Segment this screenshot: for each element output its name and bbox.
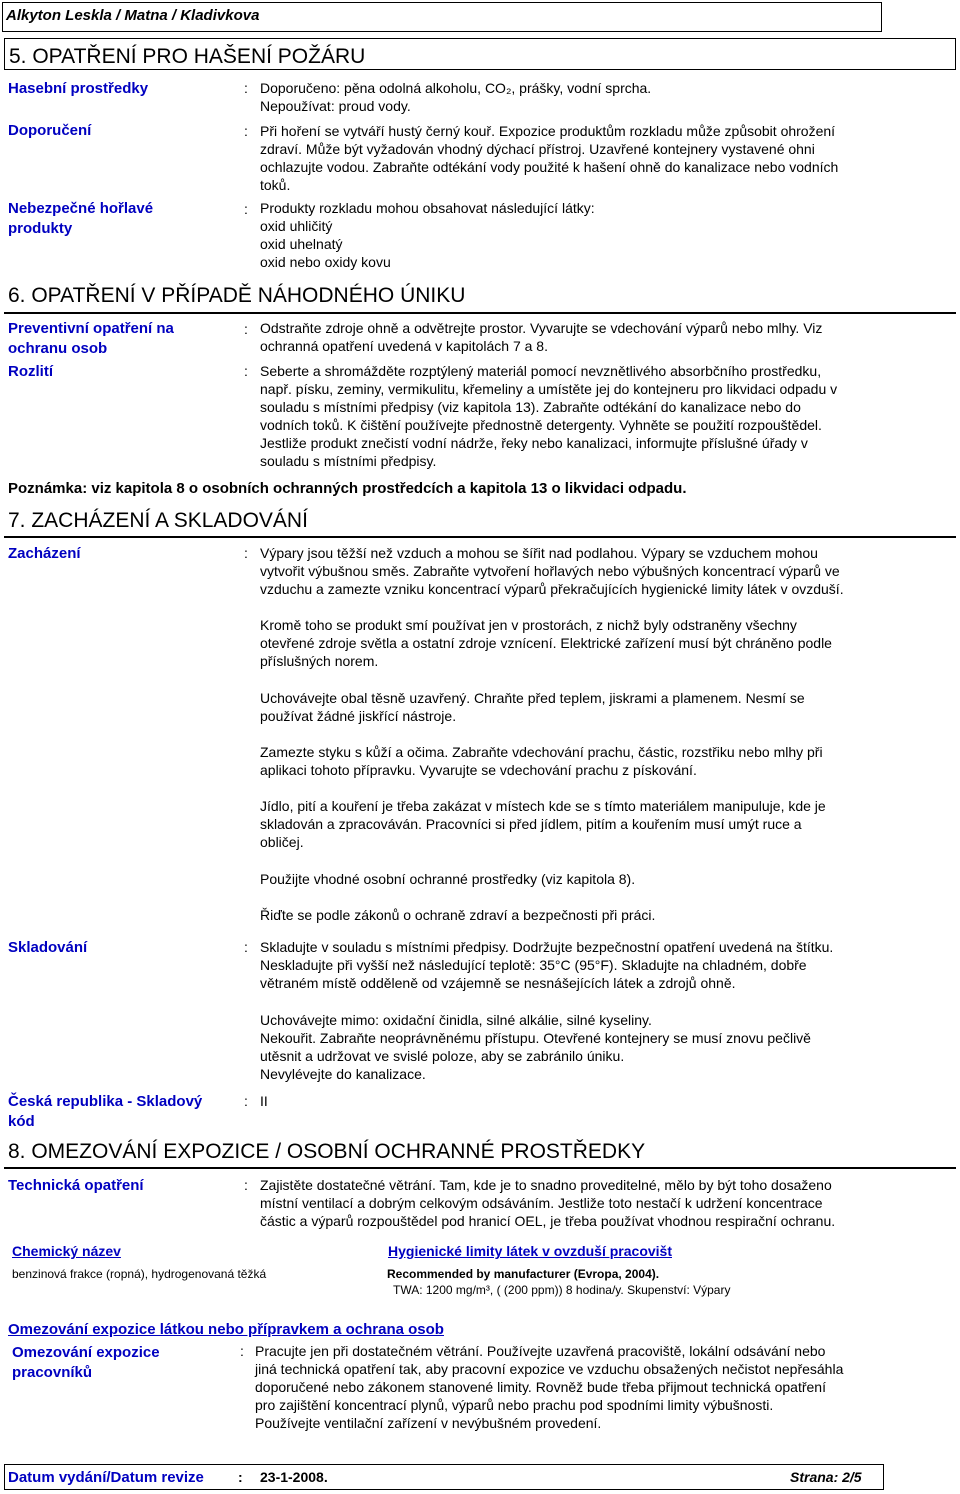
s7-label-handling: Zacházení (8, 545, 81, 562)
s7-label-storage-code: Česká republika - Skladový kód (8, 1093, 203, 1130)
s8-label-technical: Technická opatření (8, 1177, 144, 1194)
s7-handling-p1: Výpary jsou těžší než vzduch a mohou se šířit nad podlahou. Výpary se vzduchem mohou vytvořit výbušnou směs. Zabraňte vytvoření hořlavých nebo výbušných koncentrací výparů ve vzduchu a zamezte vzniku koncentrací výparů překračujících hygienické limity látek v ovzduší. (260, 545, 844, 597)
footer-date-value: 23-1-2008. (260, 1469, 328, 1485)
s7-handling-p3: Uchovávejte obal těsně uzavřený. Chraňte před teplem, jiskrami a plamenem. Nesmí se používat žádné jiskřící nástroje. (260, 690, 805, 724)
s6-spill-text: Seberte a shromážděte rozptýlený materiál pomocí nevznětlivého absorbčního prostředku, např. písku, zeminy, vermikulitu, křemeliny a umístěte jej do kontejneru pro likvidaci odpadu v souladu s místními předpisy (viz kapitola 13). Zabraňte odtékání do kanalizace nebo do vodních toků. K čištění používejte přednostně detergenty. Vyhněte se použití rozpouštědel. Jestliže produkt znečistí vodní nádrže, řeky nebo kanalizaci, informujte příslušné úřady v souladu s místními předpisy. (260, 363, 838, 469)
s7-handling-p6: Použijte vhodné osobní ochranné prostředky (viz kapitola 8). (260, 871, 636, 887)
colon: : (244, 1093, 248, 1109)
colon: : (244, 80, 248, 96)
s8-exposure-heading: Omezování expozice látkou nebo přípravkem a ochrana osob (8, 1321, 444, 1338)
colon: : (240, 1343, 244, 1359)
table-substance: benzinová frakce (ropná), hydrogenovaná těžká (12, 1267, 267, 1281)
s8-label-worker-exposure: Omezování expozice pracovníků (12, 1344, 160, 1381)
s5-advice-text: Při hoření se vytváří hustý černý kouř. Expozice produktům rozkladu může způsobit ohrožení zdraví. Může být vyžadován vhodný dýchací přístroj. Uzavřené kontejnery vystavené ohni ochlazujte vodou. Zabraňte odtékání vody použité k hašení ohně do kanalizace nebo vodních toků. (260, 123, 839, 193)
footer-date-label: Datum vydání/Datum revize (8, 1469, 204, 1486)
s6-label-precautions: Preventivní opatření na ochranu osob (8, 320, 174, 357)
colon: : (244, 939, 248, 955)
section7-title: 7. ZACHÁZENÍ A SKLADOVÁNÍ (8, 509, 308, 532)
section6-rule (4, 312, 956, 314)
s5-hazardous-products-text: Produkty rozkladu mohou obsahovat následující látky: oxid uhličitý oxid uhelnatý oxid nebo oxidy kovu (260, 200, 595, 270)
table-recommendation: Recommended by manufacturer (Evropa, 2004). (387, 1267, 660, 1281)
s8-worker-exposure-text: Pracujte jen při dostatečném větrání. Používejte uzavřená pracoviště, lokální odsávání nebo jiná technická opatření tak, aby pracovní expozice ve vzduchu obsažených nečistot nepřesáhla doporučené nebo zákonem stanovené limity. Rovněž bude třeba přijmout technická opatření pro zajištění koncentrací plynů, výparů nebo prachu pod spodními limity výbušnosti. Používejte ventilační zařízení v nevýbušném provedení. (255, 1343, 844, 1431)
product-name: Alkyton Leskla / Matna / Kladivkova (6, 7, 260, 24)
table-header-limits: Hygienické limity látek v ovzduší pracovišt (388, 1243, 672, 1259)
s6-note: Poznámka: viz kapitola 8 o osobních ochranných prostředcích a kapitola 13 o likvidaci odpadu. (8, 480, 687, 497)
s6-label-spill: Rozlití (8, 363, 53, 380)
s7-handling-p5: Jídlo, pití a kouření je třeba zakázat v místech kde se s tímto materiálem manipuluje, kde je skladován a zpracováván. Pracovníci si před jídlem, pitím a kouřením musí umýt ruce a obličej. (260, 798, 826, 850)
colon: : (244, 1177, 248, 1193)
s7-label-storage: Skladování (8, 939, 88, 956)
s7-storage-p1: Skladujte v souladu s místními předpisy. Dodržujte bezpečnostní opatření uvedená na štítku. Neskladujte při vyšší než následující teplotě: 35°C (95°F). Skladujte na chladném, dobře větraném místě odděleně od vzájemně se nesnášejících látek a zdrojů ohně. (260, 939, 834, 991)
s8-technical-text: Zajistěte dostatečné větrání. Tam, kde je to snadno proveditelné, mělo by být toho dosaženo místní ventilací a dobrým celkovým odsáváním. Jestliže toto nestačí k udržení koncentrace částic a výparů rozpouštědel pod hranicí OEL, je třeba používat vhodnou respirační ochranu. (260, 1177, 836, 1229)
colon: : (244, 201, 248, 217)
footer-page: Strana: 2/5 (790, 1469, 862, 1485)
colon: : (244, 545, 248, 561)
colon: : (244, 123, 248, 139)
s5-label-extinguishing: Hasební prostředky (8, 80, 149, 97)
s7-storage-p2: Uchovávejte mimo: oxidační činidla, silné alkálie, silné kyseliny. Nekouřit. Zabraňte neoprávněnému přístupu. Otevřené kontejnery se musí znovu pečlivě utěsnit a udržovat ve svislé poloze, aby se zabránilo úniku. Nevylévejte do kanalizace. (260, 1012, 811, 1082)
section8-rule (4, 1167, 956, 1169)
s7-handling-p7: Řiďte se podle zákonů o ochraně zdraví a bezpečnosti při práci. (260, 907, 656, 923)
s5-extinguishing-text: Doporučeno: pěna odolná alkoholu, CO₂, prášky, vodní sprcha. Nepoužívat: proud vody. (260, 80, 652, 114)
s7-storage-code-value: II (260, 1093, 268, 1109)
s6-precautions-text: Odstraňte zdroje ohně a odvětrejte prostor. Vyvarujte se vdechování výparů nebo mlhy. Viz ochranná opatření uvedená v kapitolách 7 a 8. (260, 320, 823, 354)
table-limit: TWA: 1200 mg/m³, ( (200 ppm)) 8 hodina/y. Skupenství: Výpary (393, 1283, 731, 1297)
s5-label-advice: Doporučení (8, 122, 92, 139)
section5-title: 5. OPATŘENÍ PRO HAŠENÍ POŽÁRU (4, 38, 956, 70)
s5-label-hazardous-products: Nebezpečné hořlavé produkty (8, 200, 154, 237)
colon: : (244, 321, 248, 337)
colon: : (244, 363, 248, 379)
table-header-chemical-name: Chemický název (12, 1243, 121, 1259)
s7-handling-p2: Kromě toho se produkt smí používat jen v prostorách, z nichž byly odstraněny všechny otevřené zdroje světla a ostatní zdroje vznícení. Elektrické zařízení musí být chráněno podle příslušných norem. (260, 617, 832, 669)
section8-title: 8. OMEZOVÁNÍ EXPOZICE / OSOBNÍ OCHRANNÉ PROSTŘEDKY (8, 1140, 646, 1163)
section6-title: 6. OPATŘENÍ V PŘÍPADĚ NÁHODNÉHO ÚNIKU (8, 284, 466, 307)
colon: : (238, 1469, 243, 1485)
section7-rule (4, 536, 956, 538)
s7-handling-p4: Zamezte styku s kůží a očima. Zabraňte vdechování prachu, částic, rozstřiku nebo mlhy při aplikaci tohoto přípravku. Vyvarujte se vdechování prachu z pískování. (260, 744, 823, 778)
